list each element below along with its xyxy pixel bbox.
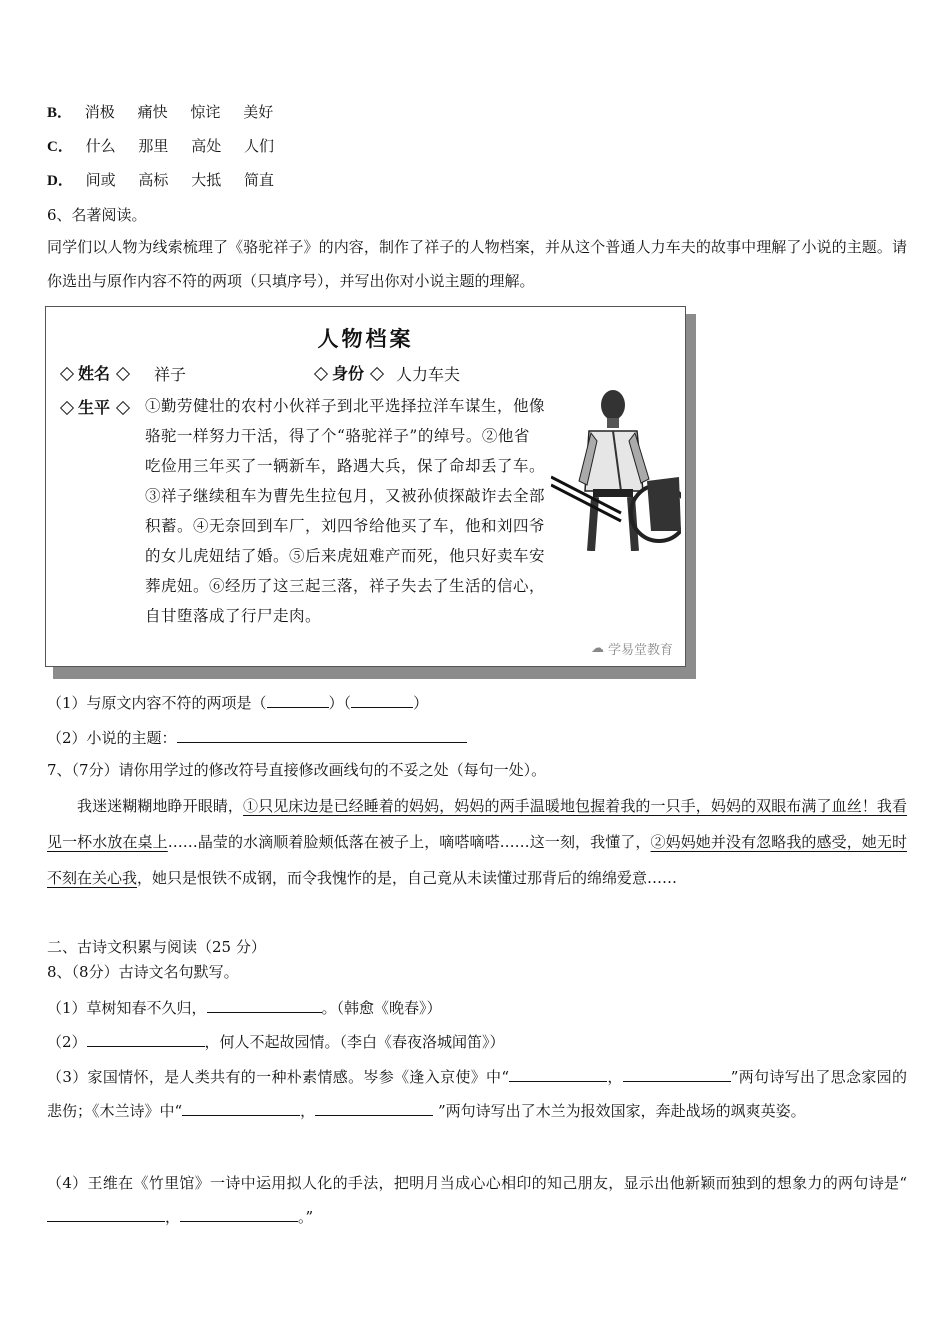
- q8-heading: 8、（8分）古诗文名句默写。: [47, 963, 239, 981]
- q8-s3: （3）家国情怀，是人类共有的一种朴素情感。岑参《逢入京使》中“ ， ”两句诗写出了思念家园的悲伤；《木兰诗》中“ ， ”两句诗写出了木兰为报效国家，奔赴战场的飒爽英姿。: [47, 1060, 907, 1128]
- section2-heading: 二、古诗文积累与阅读（25 分）: [47, 938, 266, 956]
- life-label: 生平: [60, 395, 128, 418]
- underlined-sentence-2: ②妈妈她并没有忽略我的感受，她无时不刻在关心我: [47, 833, 907, 887]
- option-label: C．: [47, 139, 73, 155]
- q6-intro: 同学们以人物为线索梳理了《骆驼祥子》的内容，制作了祥子的人物档案，并从这个普通人力车夫的故事中理解了小说的主题。请你选出与原作内容不符的两项（只填序号），并写出你对小说主题的理解。: [47, 238, 907, 290]
- rickshaw-puller-illustration: [551, 381, 681, 551]
- life-story: ①勤劳健壮的农村小伙祥子到北平选择拉洋车谋生，他像骆驼一样努力干活，得了个“骆驼祥子”的绰号。②他省吃俭用三年买了一辆新车，路遇大兵，保了命却丢了车。③祥子继续租车为曹先生拉包月，又被孙侦探敲诈去全部积蓄。④无奈回到车厂，刘四爷给他买了车，他和刘四爷的女儿虎妞结了婚。⑤后来虎妞难产而死，他只好卖车安葬虎妞。⑥经历了这三起三落，祥子失去了生活的信心，自甘堕落成了行尸走肉。: [145, 397, 546, 625]
- option-word: 简直: [244, 171, 275, 189]
- q7-heading: 7、（7分）请你用学过的修改符号直接修改画线句的不妥之处（每句一处）。: [47, 761, 547, 779]
- q7-passage: 我迷迷糊糊地睁开眼睛，①只见床边是已经睡着的妈妈，妈妈的两手温暖地包握着我的一只手，妈妈的双眼布满了血丝！我看见一杯水放在桌上……晶莹的水滴顺着脸颊低落在被子上，嘀嗒嘀嗒……这一刻，我懂了，②妈妈她并没有忽略我的感受，她无时不刻在关心我，她只是恨铁不成钢，而令我愧怍的是，自己竟从未读懂过那背后的绵绵爱意……: [47, 797, 907, 887]
- option-word: 人们: [244, 137, 275, 155]
- answer-blank[interactable]: [315, 1099, 433, 1116]
- option-d: [47, 170, 292, 191]
- name-label: 姓名: [60, 361, 128, 384]
- option-word: 那里: [138, 137, 169, 155]
- option-label: D．: [47, 173, 73, 189]
- option-word: 消极: [84, 103, 115, 121]
- answer-blank[interactable]: [267, 691, 329, 708]
- answer-blank[interactable]: [180, 1205, 298, 1222]
- answer-blank[interactable]: [509, 1065, 607, 1082]
- answer-blank[interactable]: [87, 1030, 205, 1047]
- ornament-icon: [60, 366, 72, 380]
- q8-s4: （4）王维在《竹里馆》一诗中运用拟人化的手法，把明月当成心心相印的知己朋友，显示出他新颖而独到的想象力的两句诗是“， 。”: [47, 1174, 907, 1226]
- q6-heading: 6、名著阅读。: [47, 206, 147, 224]
- option-b: [47, 102, 291, 123]
- answer-blank[interactable]: [47, 1205, 165, 1222]
- wechat-icon: ☁: [590, 641, 604, 656]
- option-word: 惊诧: [190, 103, 221, 121]
- profile-card: [45, 306, 686, 667]
- identity-value: 人力车夫: [396, 365, 461, 384]
- q8-s1: （1）草树知春不久归， 。（韩愈《晚春》）: [47, 996, 442, 1018]
- ornament-icon: [116, 366, 128, 380]
- name-value: 祥子: [154, 365, 187, 384]
- option-word: 痛快: [137, 103, 168, 121]
- answer-blank[interactable]: [182, 1099, 300, 1116]
- ornament-icon: [370, 366, 382, 380]
- ornament-icon: [314, 366, 326, 380]
- ornament-icon: [60, 400, 72, 414]
- underlined-sentence-1: ①只见床边是已经睡着的妈妈，妈妈的两手温暖地包握着我的一只手，妈妈的双眼布满了血丝！我看见一杯水放在桌上: [47, 797, 907, 851]
- option-word: 高处: [191, 137, 222, 155]
- answer-blank[interactable]: [351, 691, 413, 708]
- option-word: 高标: [138, 171, 169, 189]
- option-c: [47, 136, 292, 157]
- answer-blank[interactable]: [623, 1065, 731, 1082]
- ornament-icon: [116, 400, 128, 414]
- card-title: 人物档案: [317, 326, 414, 351]
- watermark: ☁ 学易堂教育: [590, 641, 673, 658]
- q8-s2: （2） ，何人不起故园情。（李白《春夜洛城闻笛》）: [47, 1030, 505, 1052]
- q6-sub2: （2）小说的主题：: [47, 726, 467, 748]
- option-label: B．: [47, 105, 73, 121]
- answer-blank[interactable]: [207, 996, 322, 1013]
- option-word: 大抵: [191, 171, 222, 189]
- option-word: 间或: [85, 171, 116, 189]
- option-word: 什么: [85, 137, 116, 155]
- option-word: 美好: [243, 103, 274, 121]
- q6-sub1: （1）与原文内容不符的两项是（ ）（ ）: [47, 691, 428, 713]
- identity-label: 身份: [314, 361, 382, 384]
- answer-blank[interactable]: [177, 726, 467, 743]
